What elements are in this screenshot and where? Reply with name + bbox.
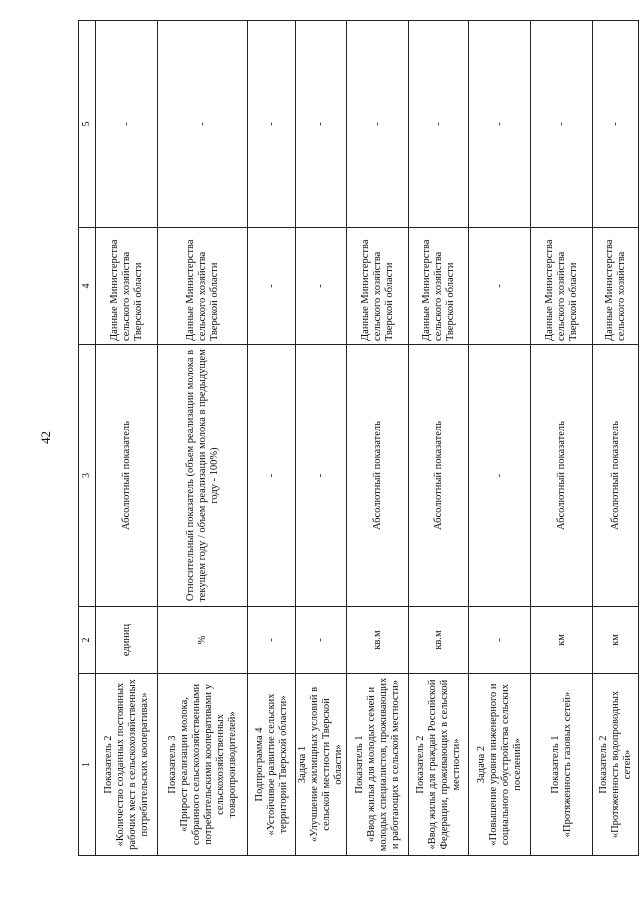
note-cell: - xyxy=(347,21,409,228)
indicator-description: «Ввод жилья для граждан Российской Федерации, проживающих в сельской местности» xyxy=(426,679,462,850)
method-cell: - xyxy=(469,345,531,607)
indicator-name: Показатель 1 xyxy=(353,735,365,794)
source-text: Данные Министерства сельского хозяйства xyxy=(603,239,627,341)
indicator-name: Показатель 2 xyxy=(102,735,114,794)
header-col-1: 1 xyxy=(79,674,96,856)
source-text: Данные Министерства сельского хозяйства Тверской области xyxy=(359,239,395,341)
header-col-3: 3 xyxy=(79,345,96,607)
indicator-cell xyxy=(96,674,158,856)
unit-cell: км xyxy=(593,607,639,674)
indicators-table xyxy=(78,20,639,856)
indicator-cell xyxy=(248,674,296,856)
table-row xyxy=(531,21,593,856)
table-row xyxy=(593,21,639,856)
unit-cell: - xyxy=(248,607,296,674)
table-row xyxy=(158,21,248,856)
table-header-row xyxy=(79,21,96,856)
indicator-description: «Ввод жилья для молодых семей и молодых специалистов, проживающих и работающих в сельской местности» xyxy=(365,677,401,852)
method-cell: Абсолютный показатель xyxy=(531,345,593,607)
indicator-description: «Повышение уровня инженерного и социального обустройства сельских поселений» xyxy=(487,683,523,846)
indicator-name: Показатель 2 xyxy=(597,735,609,794)
source-cell xyxy=(593,228,639,345)
indicator-name: Показатель 1 xyxy=(549,735,561,794)
source-cell xyxy=(158,228,248,345)
header-col-2: 2 xyxy=(79,607,96,674)
header-col-5: 5 xyxy=(79,21,96,228)
unit-cell: км xyxy=(531,607,593,674)
indicator-description: «Устойчивое развитие сельских территорий Тверской области» xyxy=(265,693,289,836)
indicator-description: «Прирост реализации молока, собранного сельскохозяйственными потребительскими кооперативами у сельскохозяйственных товаропроизводителей» xyxy=(178,683,238,846)
note-cell: - xyxy=(296,21,347,228)
indicator-cell xyxy=(531,674,593,856)
unit-cell: кв.м xyxy=(347,607,409,674)
method-cell: Абсолютный показатель xyxy=(593,345,639,607)
unit-cell: % xyxy=(158,607,248,674)
table-row xyxy=(96,21,158,856)
indicator-name: Задача 1 xyxy=(297,745,308,784)
table-row xyxy=(347,21,409,856)
indicator-description: «Протяженность водопроводных сетей» xyxy=(609,690,633,839)
indicator-cell xyxy=(593,674,639,856)
source-cell xyxy=(531,228,593,345)
indicator-cell xyxy=(158,674,248,856)
method-cell: Относительный показатель (объем реализации молока в текущем году / объем реализации молока в предыдущем году - 100%) xyxy=(158,345,248,607)
indicator-description: «Протяженность газовых сетей» xyxy=(561,691,573,838)
source-cell xyxy=(409,228,469,345)
header-col-4: 4 xyxy=(79,228,96,345)
indicator-name: Показатель 3 xyxy=(166,735,178,794)
method-cell: - xyxy=(248,345,296,607)
source-cell: - xyxy=(469,228,531,345)
source-text: Данные Министерства сельского хозяйства Тверской области xyxy=(420,239,456,341)
source-cell: - xyxy=(248,228,296,345)
source-cell: - xyxy=(296,228,347,345)
note-cell: - xyxy=(96,21,158,228)
indicator-description: «Количество созданных постоянных рабочих мест в сельскохозяйственных потребительских кооперативах» xyxy=(114,679,150,850)
source-cell xyxy=(96,228,158,345)
note-cell: - xyxy=(409,21,469,228)
table-row xyxy=(409,21,469,856)
indicator-name: Задача 2 xyxy=(475,745,487,784)
note-cell: - xyxy=(593,21,639,228)
indicator-cell xyxy=(296,674,347,856)
indicator-cell xyxy=(469,674,531,856)
note-cell: - xyxy=(158,21,248,228)
indicator-name: Подпрограмма 4 xyxy=(253,727,265,802)
unit-cell: единиц xyxy=(96,607,158,674)
note-cell: - xyxy=(248,21,296,228)
note-cell: - xyxy=(469,21,531,228)
table-row xyxy=(296,21,347,856)
unit-cell: - xyxy=(296,607,347,674)
indicator-description: «Улучшение жилищных условий в сельской местности Тверской области» xyxy=(309,686,344,843)
unit-cell: кв.м xyxy=(409,607,469,674)
source-text: Данные Министерства сельского хозяйства Тверской области xyxy=(543,239,579,341)
note-cell: - xyxy=(531,21,593,228)
unit-cell: - xyxy=(469,607,531,674)
source-cell xyxy=(347,228,409,345)
table-row xyxy=(248,21,296,856)
indicator-cell xyxy=(347,674,409,856)
source-text: Данные Министерства сельского хозяйства Тверской области xyxy=(184,239,220,341)
method-cell: Абсолютный показатель xyxy=(409,345,469,607)
method-cell: - xyxy=(296,345,347,607)
method-cell: Абсолютный показатель xyxy=(347,345,409,607)
indicator-cell xyxy=(409,674,469,856)
source-text: Данные Министерства сельского хозяйства Тверской области xyxy=(108,239,144,341)
indicators-table-rotated xyxy=(78,56,633,856)
page-number: 42 xyxy=(38,431,53,444)
indicator-name: Показатель 2 xyxy=(414,735,426,794)
method-cell: Абсолютный показатель xyxy=(96,345,158,607)
table-row xyxy=(469,21,531,856)
